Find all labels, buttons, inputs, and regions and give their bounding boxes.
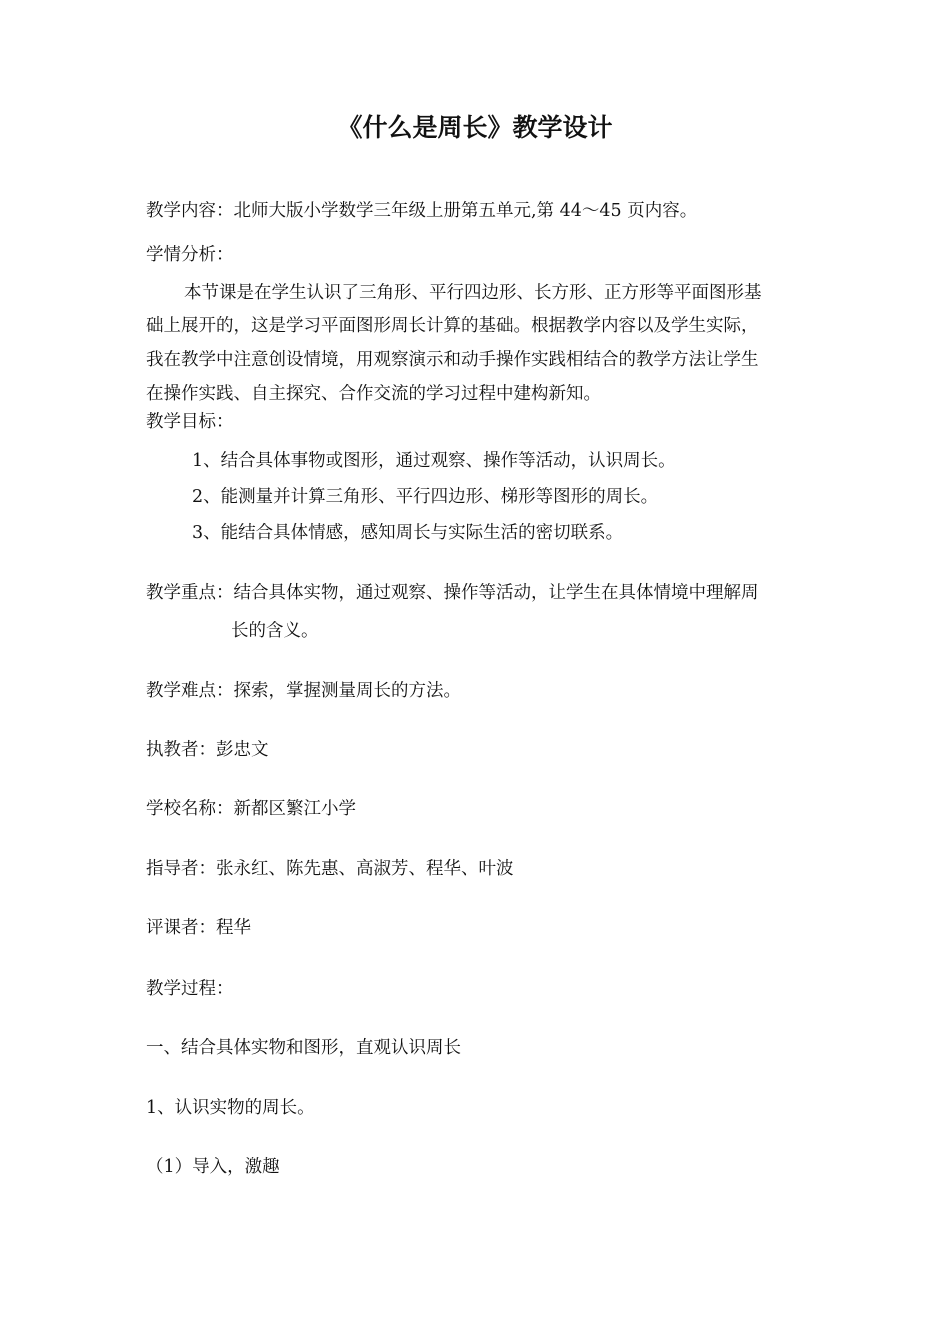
subsection-1-1-heading: （1）导入，激趣 (146, 1157, 280, 1177)
process-heading: 教学过程： (146, 979, 234, 999)
goal-item-1: 1、结合具体事物或图形，通过观察、操作等活动，认识周长。 (192, 451, 676, 471)
key-point-line-1: 教学重点：结合具体实物，通过观察、操作等活动，让学生在具体情境中理解周 (146, 583, 759, 603)
goal-item-2: 2、能测量并计算三角形、平行四边形、梯形等图形的周长。 (192, 487, 659, 507)
section-1-heading: 一、结合具体实物和图形，直观认识周长 (146, 1038, 461, 1058)
goal-item-3: 3、能结合具体情感，感知周长与实际生活的密切联系。 (192, 523, 624, 543)
analysis-heading: 学情分析： (146, 245, 234, 265)
analysis-line-3: 我在教学中注意创设情境，用观察演示和动手操作实践相结合的教学方法让学生 (146, 350, 759, 370)
analysis-line-1: 本节课是在学生认识了三角形、平行四边形、长方形、正方形等平面图形基 (184, 283, 762, 303)
goals-heading: 教学目标： (146, 412, 234, 432)
advisors-line: 指导者：张永红、陈先惠、高淑芳、程华、叶波 (146, 859, 514, 879)
key-point-line-2: 长的含义。 (231, 621, 319, 641)
analysis-line-4: 在操作实践、自主探究、合作交流的学习过程中建构新知。 (146, 384, 601, 404)
teacher-line: 执教者：彭忠文 (146, 740, 269, 760)
teaching-content-line: 教学内容：北师大版小学数学三年级上册第五单元,第 44～45 页内容。 (146, 201, 698, 221)
reviewer-line: 评课者：程华 (146, 918, 251, 938)
document-title: 《什么是周长》教学设计 (337, 113, 613, 142)
difficulty-line: 教学难点：探索，掌握测量周长的方法。 (146, 681, 461, 701)
school-line: 学校名称：新都区繁江小学 (146, 799, 356, 819)
subsection-1-heading: 1、认识实物的周长。 (146, 1098, 315, 1118)
analysis-line-2: 础上展开的，这是学习平面图形周长计算的基础。根据教学内容以及学生实际， (146, 316, 759, 336)
